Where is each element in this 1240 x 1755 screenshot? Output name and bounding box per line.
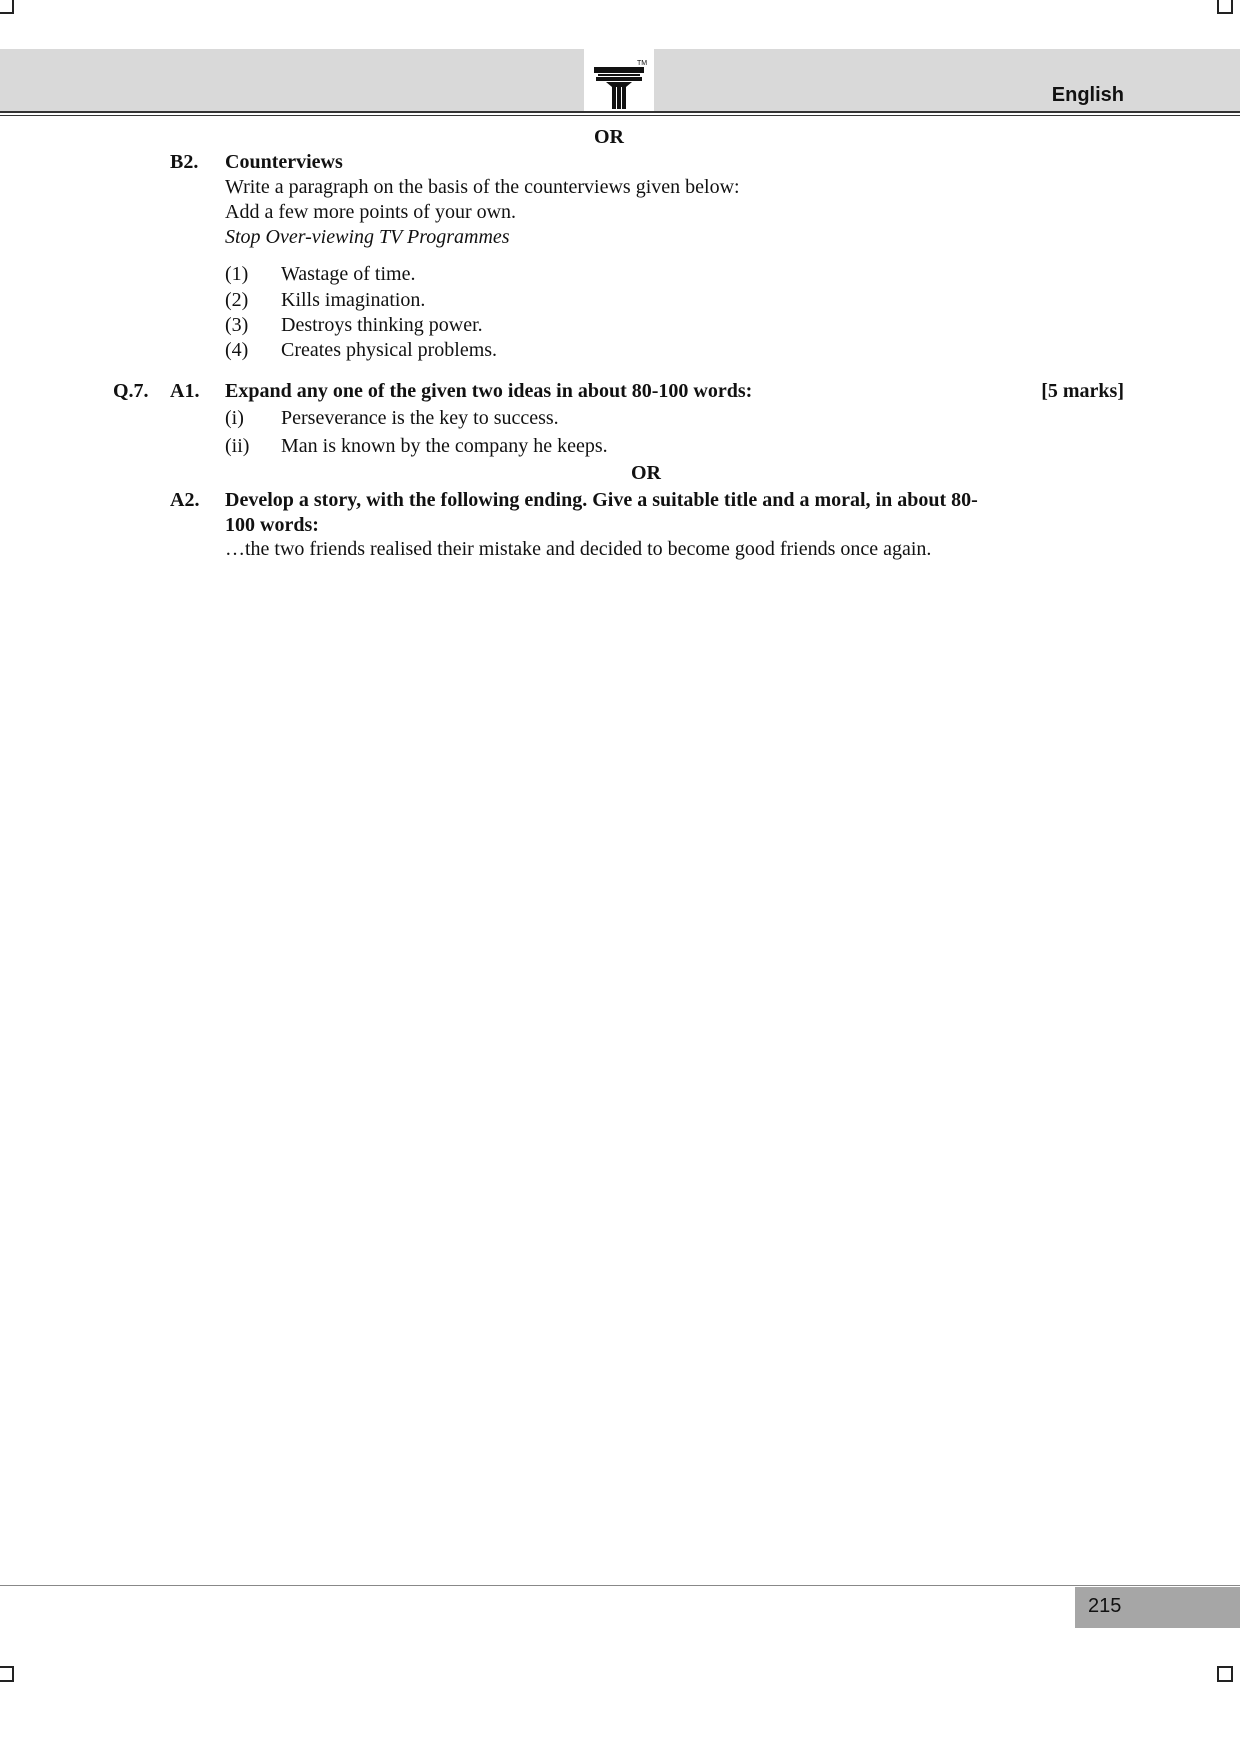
logo-container [584, 49, 654, 111]
b2-point-text: Kills imagination. [281, 289, 426, 311]
a1-idea-num: (i) [225, 407, 244, 429]
b2-topic: Stop Over-viewing TV Programmes [225, 226, 510, 248]
page-number: 215 [1088, 1595, 1122, 1617]
a1-number: A1. [170, 380, 200, 402]
logo-trademark: TM [637, 60, 648, 67]
b2-instruction-1: Write a paragraph on the basis of the counterviews given below: [225, 176, 740, 198]
b2-point-text: Destroys thinking power. [281, 314, 483, 336]
header-rule [0, 111, 1240, 113]
or-divider-middle: OR [631, 462, 661, 484]
a1-idea-num: (ii) [225, 435, 250, 457]
q7-number: Q.7. [113, 380, 149, 402]
a2-question-line-2: 100 words: [225, 514, 319, 536]
a2-question-line-1: Develop a story, with the following ending. Give a suitable title and a moral, in about 80- [225, 489, 978, 511]
b2-point-num: (3) [225, 314, 249, 336]
b2-instruction-2: Add a few more points of your own. [225, 201, 517, 223]
a1-idea-text: Man is known by the company he keeps. [281, 435, 608, 457]
crop-mark-bottom-left [0, 1666, 14, 1682]
a1-question: Expand any one of the given two ideas in about 80-100 words: [225, 380, 753, 402]
a2-number: A2. [170, 489, 200, 511]
a2-ending: …the two friends realised their mistake and decided to become good friends once again. [225, 538, 932, 560]
footer-rule [0, 1585, 1240, 1586]
or-divider-top: OR [594, 126, 624, 148]
crop-mark-top-right [1217, 0, 1233, 14]
a1-idea-text: Perseverance is the key to success. [281, 407, 559, 429]
b2-point-num: (1) [225, 263, 249, 285]
b2-point-text: Creates physical problems. [281, 339, 498, 361]
b2-point-num: (4) [225, 339, 249, 361]
crop-mark-top-left [0, 0, 14, 14]
a1-marks: [5 marks] [1041, 380, 1124, 402]
crop-mark-bottom-right [1217, 1666, 1233, 1682]
b2-point-num: (2) [225, 289, 249, 311]
publisher-t-logo-icon [584, 49, 654, 111]
subject-title: English [1051, 84, 1124, 106]
b2-point-text: Wastage of time. [281, 263, 416, 285]
b2-number: B2. [170, 151, 199, 173]
b2-title: Counterviews [225, 151, 343, 173]
header-rule-thin [0, 115, 1240, 116]
